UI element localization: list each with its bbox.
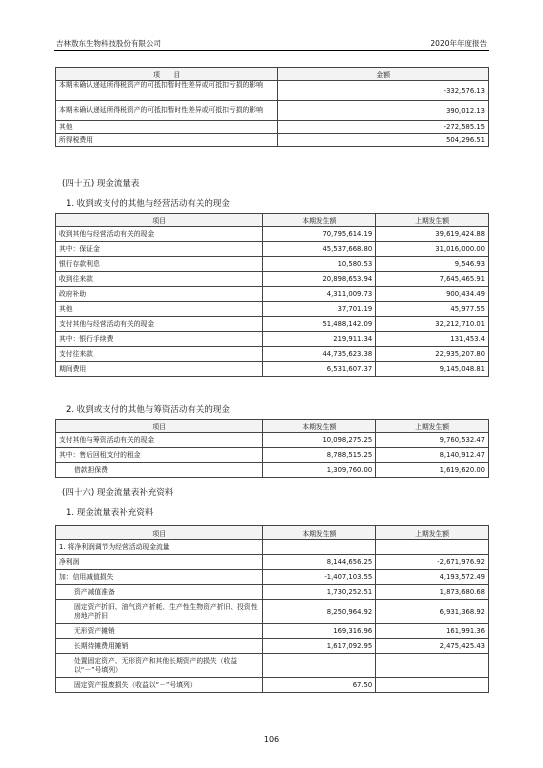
table-row — [56, 272, 489, 287]
table-row — [56, 639, 489, 654]
previous-period-value — [376, 678, 489, 693]
previous-period-value: 32,212,710.01 — [376, 317, 489, 332]
table-row — [56, 227, 489, 242]
previous-period-value: 9,145,048.81 — [376, 362, 489, 377]
row-value: 504,296.51 — [278, 134, 489, 147]
page-number: 106 — [263, 735, 280, 744]
previous-period-value: -2,671,976.92 — [376, 555, 489, 570]
current-period-value: 219,911.34 — [263, 332, 376, 347]
current-period-value: 51,488,142.09 — [263, 317, 376, 332]
column-header-item: 项 目 — [56, 68, 278, 81]
company-name: 吉林敖东生物科技股份有限公司 — [56, 39, 161, 48]
row-label: 本期未确认递延所得税资产的可抵扣暂时性差异或可抵扣亏损的影响 — [56, 101, 278, 121]
row-label: 支付往来款 — [56, 347, 263, 362]
column-header-current: 本期发生额 — [263, 420, 376, 433]
table-row — [56, 585, 489, 600]
current-period-value: 8,144,656.25 — [263, 555, 376, 570]
column-header-item: 项目 — [56, 420, 263, 433]
previous-period-value — [376, 540, 489, 555]
section-46-title: (四十六) 现金流量表补充资料 — [62, 488, 174, 498]
current-period-value: 1,617,092.95 — [263, 639, 376, 654]
table-row — [56, 540, 489, 555]
current-period-value: 44,735,623.38 — [263, 347, 376, 362]
table-row — [56, 654, 489, 678]
row-label: 政府补助 — [56, 287, 263, 302]
row-label: 收到往来款 — [56, 272, 263, 287]
row-label: 其他 — [56, 121, 278, 134]
row-label: 期间费用 — [56, 362, 263, 377]
operating-cash-table — [55, 213, 489, 377]
previous-period-value: 1,619,620.00 — [376, 463, 489, 478]
row-label: 其他 — [56, 302, 263, 317]
current-period-value: 8,788,515.25 — [263, 448, 376, 463]
row-label: 固定资产折旧、油气资产折耗、生产性生物资产折旧、投资性房地产折旧 — [56, 600, 263, 624]
current-period-value — [263, 654, 376, 678]
table-row — [56, 570, 489, 585]
row-label: 处置固定资产、无形资产和其他长期资产的损失（收益以“－”号填列） — [56, 654, 263, 678]
previous-period-value — [376, 654, 489, 678]
row-label: 净利润 — [56, 555, 263, 570]
column-header-previous: 上期发生额 — [376, 214, 489, 227]
table-row — [56, 317, 489, 332]
previous-period-value: 22,935,207.80 — [376, 347, 489, 362]
previous-period-value: 45,977.55 — [376, 302, 489, 317]
row-label: 其中：银行手续费 — [56, 332, 263, 347]
table-row — [56, 433, 489, 448]
current-period-value — [263, 540, 376, 555]
previous-period-value: 8,140,912.47 — [376, 448, 489, 463]
column-header-item: 项目 — [56, 214, 263, 227]
row-value: 390,012.13 — [278, 101, 489, 121]
table-row — [56, 242, 489, 257]
section-45-title: (四十五) 现金流量表 — [62, 179, 140, 189]
report-title: 2020年年度报告 — [430, 39, 487, 48]
table-row — [56, 624, 489, 639]
previous-period-value: 131,453.4 — [376, 332, 489, 347]
table-row — [56, 134, 489, 147]
table-row — [56, 121, 489, 134]
row-label: 支付其他与经营活动有关的现金 — [56, 317, 263, 332]
previous-period-value: 2,475,425.43 — [376, 639, 489, 654]
previous-period-value: 9,760,532.47 — [376, 433, 489, 448]
table-row — [56, 448, 489, 463]
table-row — [56, 678, 489, 693]
current-period-value: 70,795,614.19 — [263, 227, 376, 242]
table-row — [56, 302, 489, 317]
previous-period-value: 900,434.49 — [376, 287, 489, 302]
table-row — [56, 257, 489, 272]
previous-period-value: 9,546.93 — [376, 257, 489, 272]
table-row — [56, 81, 489, 101]
row-label: 所得税费用 — [56, 134, 278, 147]
current-period-value: 1,730,252.51 — [263, 585, 376, 600]
current-period-value: 10,580.53 — [263, 257, 376, 272]
row-label: 固定资产报废损失（收益以“－”号填列） — [56, 678, 263, 693]
current-period-value: 67.50 — [263, 678, 376, 693]
table-row — [56, 463, 489, 478]
column-header-item: 项目 — [56, 526, 263, 540]
row-label: 其中：保证金 — [56, 242, 263, 257]
row-value: -332,576.13 — [278, 81, 489, 101]
current-period-value: 8,250,964.92 — [263, 600, 376, 624]
table-row — [56, 101, 489, 121]
financing-cash-table — [55, 419, 489, 478]
previous-period-value: 6,931,368.92 — [376, 600, 489, 624]
column-header-previous: 上期发生额 — [376, 526, 489, 540]
current-period-value: 4,311,009.73 — [263, 287, 376, 302]
row-label: 无形资产摊销 — [56, 624, 263, 639]
row-value: -272,585.15 — [278, 121, 489, 134]
row-label: 银行存款利息 — [56, 257, 263, 272]
previous-period-value: 7,645,465.91 — [376, 272, 489, 287]
table-row — [56, 287, 489, 302]
subsection-2-title: 2. 收到或支付的其他与筹资活动有关的现金 — [66, 405, 230, 415]
previous-period-value: 161,991.36 — [376, 624, 489, 639]
table-row — [56, 332, 489, 347]
table-row — [56, 347, 489, 362]
current-period-value: 1,309,760.00 — [263, 463, 376, 478]
row-label: 长期待摊费用摊销 — [56, 639, 263, 654]
column-header-current: 本期发生额 — [263, 214, 376, 227]
row-label: 本期未确认递延所得税资产的可抵扣暂时性差异或可抵扣亏损的影响 — [59, 81, 263, 89]
current-period-value: -1,407,103.55 — [263, 570, 376, 585]
previous-period-value: 1,873,680.68 — [376, 585, 489, 600]
income-tax-table — [55, 67, 489, 147]
current-period-value: 10,098,275.25 — [263, 433, 376, 448]
column-header-previous: 上期发生额 — [376, 420, 489, 433]
current-period-value: 169,316.96 — [263, 624, 376, 639]
row-label: 支付其他与筹资活动有关的现金 — [56, 433, 263, 448]
previous-period-value: 31,016,000.00 — [376, 242, 489, 257]
supplementary-cash-table — [55, 525, 489, 693]
page-header — [54, 36, 489, 51]
column-header-amount: 金额 — [278, 68, 489, 81]
current-period-value: 20,898,653.94 — [263, 272, 376, 287]
row-label: 借款担保费 — [56, 463, 263, 478]
row-label: 1. 将净利润调节为经营活动现金流量 — [56, 540, 263, 555]
section-46-subtitle: 1. 现金流量表补充资料 — [66, 508, 154, 518]
row-label: 其中：售后回租支付的租金 — [56, 448, 263, 463]
table-row — [56, 555, 489, 570]
column-header-current: 本期发生额 — [263, 526, 376, 540]
row-label: 加：信用减值损失 — [56, 570, 263, 585]
previous-period-value: 39,619,424.88 — [376, 227, 489, 242]
section-45-subtitle: 1. 收到或支付的其他与经营活动有关的现金 — [66, 199, 230, 209]
row-label: 收到其他与经营活动有关的现金 — [56, 227, 263, 242]
table-row — [56, 362, 489, 377]
table-row — [56, 600, 489, 624]
previous-period-value: 4,193,572.49 — [376, 570, 489, 585]
current-period-value: 6,531,607.37 — [263, 362, 376, 377]
row-label: 资产减值准备 — [56, 585, 263, 600]
current-period-value: 45,537,668.80 — [263, 242, 376, 257]
current-period-value: 37,701.19 — [263, 302, 376, 317]
